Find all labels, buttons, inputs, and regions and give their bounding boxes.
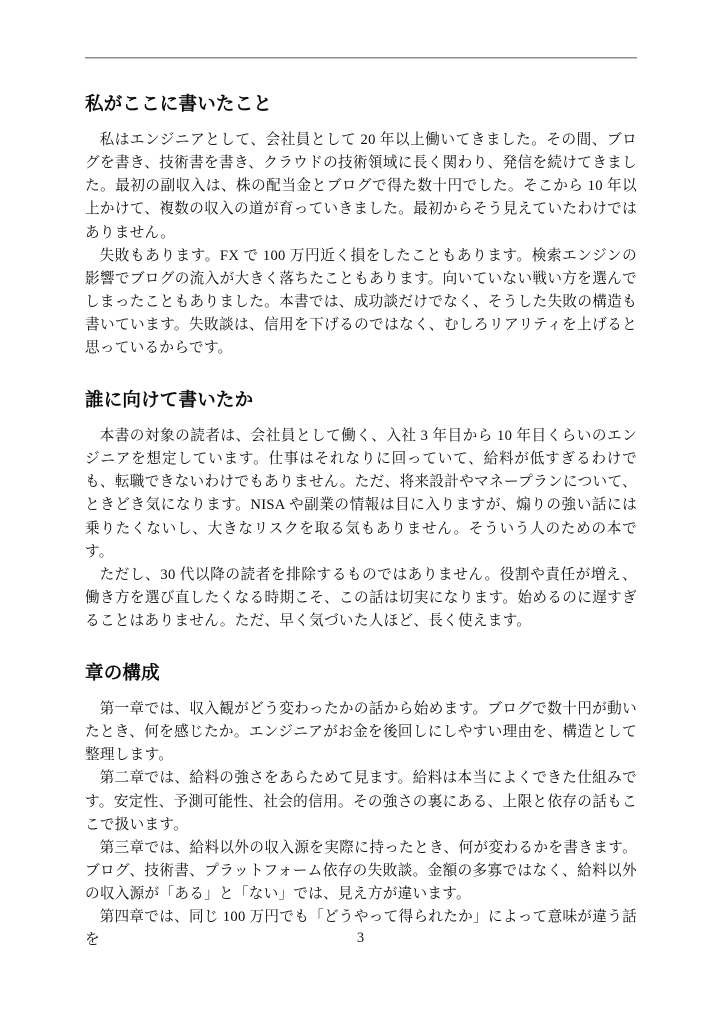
- page-number: 3: [356, 930, 365, 946]
- section-3-paragraph-4: 第四章では、同じ 100 万円でも「どうやって得られたか」によって意味が違う話を: [85, 909, 637, 949]
- section-3-heading: 章の構成: [85, 663, 160, 685]
- section-1-heading: 私がここに書いたこと: [85, 94, 273, 115]
- section-3-paragraph-2: 第二章では、給料の強さをあらためて見ます。給料は本当によくできた仕組みです。安定性、予測可能性、社会的信用。その強さの裏にある、上限と依存の話もここで扱います。: [85, 770, 637, 833]
- section-2: [85, 389, 637, 633]
- section-3-paragraph-1: 第一章では、収入観がどう変わったかの話から始めます。ブログで数十円が動いたとき、何を感じたか。エンジニアがお金を後回しにしやすい理由を、構造として整理します。: [85, 701, 637, 764]
- section-1: [85, 93, 637, 360]
- text-column: [85, 93, 637, 952]
- section-1-paragraph-1: 私はエンジニアとして、会社員として 20 年以上働いてきました。その間、ブログを書き、技術書を書き、クラウドの技術領域に長く関わり、発信を続けてきました。最初の副収入は、株の配当金とブログで得た数十円でした。そこから 10 年以上かけて、複数の収入の道が育っていきました。最初からそう見えていたわけではありません。: [85, 132, 637, 241]
- section-2-paragraph-1: 本書の対象の読者は、会社員として働く、入社 3 年目から 10 年目くらいのエンジニアを想定しています。仕事はそれなりに回っていて、給料が低すぎるわけでも、転職できないわけでもありません。ただ、将来設計やマネープランについて、ときどき気になります。NISA や副業の情報は目に入りますが、煽りの強い話には乗りたくないし、大きなリスクを取る気もありません。そういう人のための本です。: [85, 428, 637, 560]
- section-3: [85, 662, 637, 952]
- section-2-heading: 誰に向けて書いたか: [85, 390, 254, 412]
- section-1-paragraph-2: 失敗もあります。FX で 100 万円近く損をしたこともあります。検索エンジンの影響でブログの流入が大きく落ちたこともあります。向いていない戦い方を選んでしまったこともありました。本書では、成功談だけでなく、そうした失敗の構造も書いています。失敗談は、信用を下げるのではなく、むしろリアリティを上げると思っているからです。: [85, 247, 637, 356]
- running-header-rule: [85, 57, 637, 59]
- section-2-paragraph-2: ただし、30 代以降の読者を排除するものではありません。役割や責任が増え、働き方を選び直したくなる時期こそ、この話は切実になります。始めるのに遅すぎることはありません。ただ、早く気づいた人ほど、長く使えます。: [85, 566, 637, 629]
- section-3-paragraph-3: 第三章では、給料以外の収入源を実際に持ったとき、何が変わるかを書きます。ブログ、技術書、プラットフォーム依存の失敗談。金額の多寡ではなく、給料以外の収入源が「ある」と「ない」では、見え方が違います。: [85, 839, 637, 902]
